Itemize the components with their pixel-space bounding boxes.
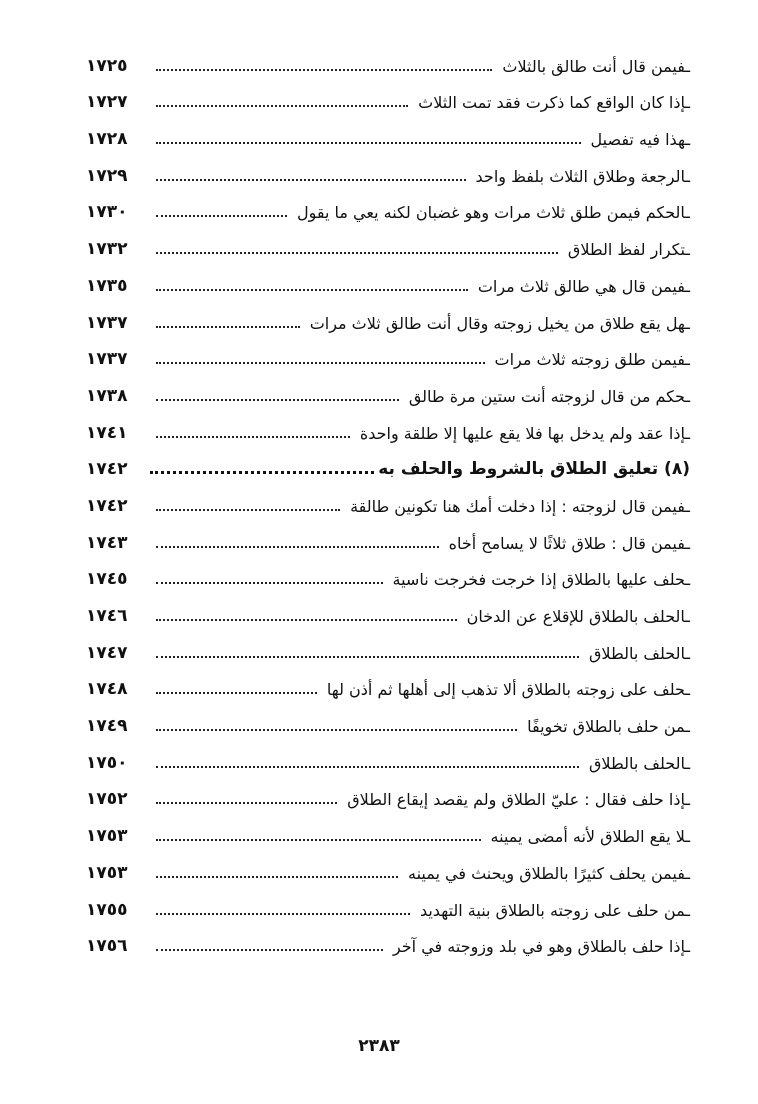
dot-leader [156,802,337,804]
dot-leader [156,692,317,694]
toc-entry-title: ـفيمن يحلف كثيرًا بالطلاق ويحنث في يمينه [408,863,690,883]
toc-entry [86,227,690,264]
toc-entry-page: ١٧٥٦ [86,936,128,957]
toc-entry-title: ـإذا كان الواقع كما ذكرت فقد تمت الثلاث [418,93,690,113]
dot-leader [156,949,383,951]
toc-entry [86,44,690,81]
toc-entry-title: ـفيمن طلق زوجته ثلاث مرات [494,350,690,370]
dot-leader [156,362,485,364]
toc-entry-title: ـتكرار لفظ الطلاق [567,240,690,260]
toc-entry-page: ١٧٢٥ [86,55,128,76]
toc-entry-title: ـهذا فيه تفصيل [590,130,690,150]
toc-entry-page: ١٧٥٢ [86,789,128,810]
toc-entry-title: ـالحلف بالطلاق [589,753,690,773]
toc-entry [86,741,690,778]
toc-entry-page: ١٧٤٨ [86,679,128,700]
toc-entry-page: ١٧٥٥ [86,899,128,920]
dot-leader [156,582,383,584]
dot-leader [156,913,410,915]
dot-leader [156,326,300,328]
toc-entry-page: ١٧٤٩ [86,716,128,737]
toc-entry [86,631,690,668]
toc-entry [86,814,690,851]
toc-entry-page: ١٧٤٢ [86,459,128,480]
dot-leader [156,142,581,144]
toc-entry-title: ـفيمن قال لزوجته : إذا دخلت أمك هنا تكونين طالقة [350,496,690,516]
toc-entry [86,888,690,925]
toc-entry-page: ١٧٤٥ [86,569,128,590]
dot-leader [150,471,374,474]
toc-entry-page: ١٧٣٧ [86,349,128,370]
toc-entry-page: ١٧٤٧ [86,642,128,663]
toc-entry-page: ١٧٢٩ [86,165,128,186]
toc-entry-title: ـالحكم فيمن طلق ثلاث مرات وهو غضبان لكنه يعي ما يقول [297,203,690,223]
toc-entry [86,851,690,888]
dot-leader [156,436,350,438]
toc-entry [86,668,690,705]
dot-leader [156,215,287,217]
toc-entry-title: (٨) تعليق الطلاق بالشروط والحلف به [378,459,690,480]
toc-entry-title: ـفيمن قال : طلاق ثلاثًا لا يسامح أخاه [448,533,690,553]
toc-entry-title: ـحكم من قال لزوجته أنت ستين مرة طالق [408,386,690,406]
toc-entry [86,117,690,154]
toc-entry-title: ـفيمن قال أنت طالق بالثلاث [502,56,690,76]
toc-entry-title: ـمن حلف بالطلاق تخويفًا [527,717,690,737]
toc-entry-page: ١٧٣٢ [86,239,128,260]
toc-section-heading [86,448,690,485]
toc-entry-page: ١٧٤٦ [86,606,128,626]
dot-leader [156,656,579,658]
toc-entry-page: ١٧٤٣ [86,532,128,553]
toc-entry [86,484,690,521]
toc-entry [86,301,690,338]
page-number: ٢٣٨٣ [358,1036,400,1056]
toc-entry-page: ١٧٤١ [86,422,128,443]
toc-entry-page: ١٧٣٧ [86,312,128,333]
dot-leader [156,766,579,768]
toc-entry [86,521,690,558]
toc-entry-page: ١٧٤٢ [86,495,128,516]
toc-entry-title: ـإذا حلف فقال : عليّ الطلاق ولم يقصد إيقاع الطلاق [347,790,690,810]
dot-leader [156,252,558,254]
dot-leader [156,289,468,291]
dot-leader [156,839,481,841]
toc-entry-page: ١٧٣٠ [86,202,128,223]
toc-entry-title: ـحلف على زوجته بالطلاق ألا تذهب إلى أهلها ثم أذن لها [326,680,690,700]
toc-entry [86,374,690,411]
toc-entry-page: ١٧٢٨ [86,129,128,150]
toc-entry-title: ـفيمن قال هي طالق ثلاث مرات [477,276,690,296]
toc-entry-title: ـإذا حلف بالطلاق وهو في بلد وزوجته في آخر [392,937,690,957]
toc-entry [86,558,690,595]
dot-leader [156,729,517,731]
dot-leader [156,105,408,107]
toc-entry [86,778,690,815]
toc-entry-title: ـالحلف بالطلاق للإقلاع عن الدخان [466,607,690,626]
toc-entry-page: ١٧٣٨ [86,385,128,406]
toc-entry-page: ١٧٣٥ [86,275,128,296]
table-of-contents [86,44,690,961]
dot-leader [156,876,398,878]
toc-entry-page: ١٧٢٧ [86,92,128,113]
toc-entry [86,81,690,118]
dot-leader [156,546,439,548]
toc-entry-title: ـهل يقع طلاق من يخيل زوجته وقال أنت طالق ثلاث مرات [309,313,690,333]
toc-entry [86,264,690,301]
toc-entry-title: ـحلف عليها بالطلاق إذا خرجت فخرجت ناسية [392,570,690,590]
dot-leader [156,69,492,71]
toc-entry [86,594,690,631]
toc-entry [86,154,690,191]
toc-entry-title: ـالرجعة وطلاق الثلاث بلفظ واحد [475,166,690,186]
toc-entry-title: ـالحلف بالطلاق [589,643,690,663]
toc-entry-page: ١٧٥٣ [86,826,128,847]
toc-entry-title: ـمن حلف على زوجته بالطلاق بنية التهديد [419,900,690,920]
toc-entry [86,191,690,228]
toc-entry [86,704,690,741]
toc-entry-title: ـإذا عقد ولم يدخل بها فلا يقع عليها إلا طلقة واحدة [359,423,690,443]
toc-entry [86,925,690,962]
toc-entry-page: ١٧٥٠ [86,752,128,773]
toc-entry [86,338,690,375]
dot-leader [156,179,466,181]
toc-entry-title: ـلا يقع الطلاق لأنه أمضى يمينه [490,827,690,847]
dot-leader [156,399,399,401]
dot-leader [156,509,340,511]
dot-leader [156,619,457,621]
toc-entry-page: ١٧٥٣ [86,862,128,883]
toc-entry [86,411,690,448]
